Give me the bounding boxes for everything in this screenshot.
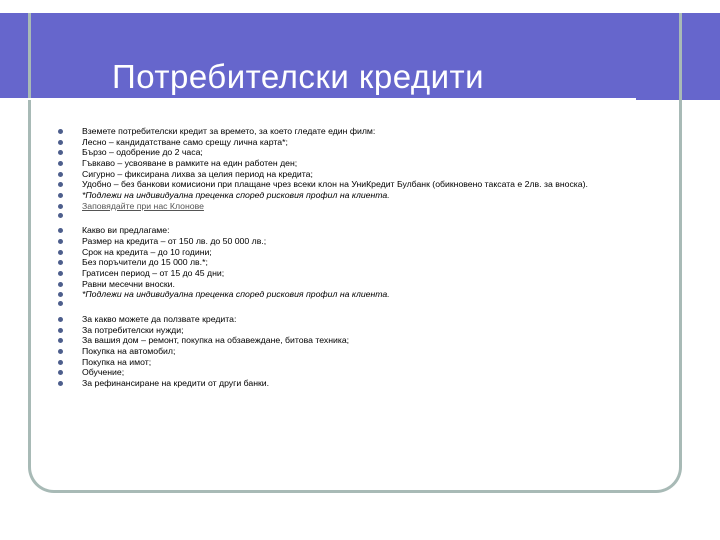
bullet-icon <box>58 317 63 322</box>
bullet-icon <box>58 271 63 276</box>
bullet-icon <box>58 328 63 333</box>
list-item: Лесно – кандидатстване само срещу лична карта*; <box>58 137 688 148</box>
bullet-icon <box>58 301 63 306</box>
bullet-icon <box>58 292 63 297</box>
list-item: Покупка на имот; <box>58 357 688 368</box>
list-item: Без поръчители до 15 000 лв.*; <box>58 257 688 268</box>
list-item: Вземете потребителски кредит за времето, за което гледате един филм: <box>58 126 688 137</box>
list-item: За потребителски нужди; <box>58 325 688 336</box>
bullet-icon <box>58 161 63 166</box>
list-item: Гратисен период – от 15 до 45 дни; <box>58 268 688 279</box>
bullet-icon <box>58 204 63 209</box>
bullet-icon <box>58 250 63 255</box>
bullet-icon <box>58 381 63 386</box>
list-item-empty <box>58 212 688 226</box>
bullet-icon <box>58 172 63 177</box>
list-item: Какво ви предлагаме: <box>58 225 688 236</box>
list-item: Покупка на автомобил; <box>58 346 688 357</box>
bullet-icon <box>58 370 63 375</box>
bullet-list <box>58 126 688 389</box>
list-item-empty <box>58 300 688 314</box>
bullet-icon <box>58 140 63 145</box>
bullet-icon <box>58 349 63 354</box>
list-item-note: *Подлежи на индивидуална преценка според рисковия профил на клиента. <box>58 289 688 300</box>
bullet-icon <box>58 193 63 198</box>
bullet-icon <box>58 282 63 287</box>
list-item: Гъвкаво – усвояване в рамките на един работен ден; <box>58 158 688 169</box>
title-underline <box>0 98 636 100</box>
list-item: За вашия дом – ремонт, покупка на обзавеждане, битова техника; <box>58 335 688 346</box>
slide-title: Потребителски кредити <box>112 58 485 95</box>
bullet-icon <box>58 182 63 187</box>
bullet-icon <box>58 239 63 244</box>
bullet-icon <box>58 129 63 134</box>
bullet-icon <box>58 150 63 155</box>
list-item: Размер на кредита – от 150 лв. до 50 000 лв.; <box>58 236 688 247</box>
list-item-note: *Подлежи на индивидуална преценка според рисковия профил на клиента. <box>58 190 688 201</box>
list-item: Удобно – без банкови комисиони при плащане чрез всеки клон на УниКредит Булбанк (обикновено таксата е 2лв. за вноска). <box>58 179 688 190</box>
list-item: Обучение; <box>58 367 688 378</box>
list-item: За рефинансиране на кредити от други банки. <box>58 378 688 389</box>
branches-link[interactable]: Заповядайте при нас Клонове <box>58 201 688 212</box>
list-item: Равни месечни вноски. <box>58 279 688 290</box>
list-item: За какво можете да ползвате кредита: <box>58 314 688 325</box>
bullet-icon <box>58 260 63 265</box>
bullet-icon <box>58 338 63 343</box>
bullet-icon <box>58 213 63 218</box>
list-item: Сигурно – фиксирана лихва за целия период на кредита; <box>58 169 688 180</box>
list-item: Бързо – одобрение до 2 часа; <box>58 147 688 158</box>
bullet-icon <box>58 360 63 365</box>
list-item: Срок на кредита – до 10 години; <box>58 247 688 258</box>
bullet-icon <box>58 228 63 233</box>
